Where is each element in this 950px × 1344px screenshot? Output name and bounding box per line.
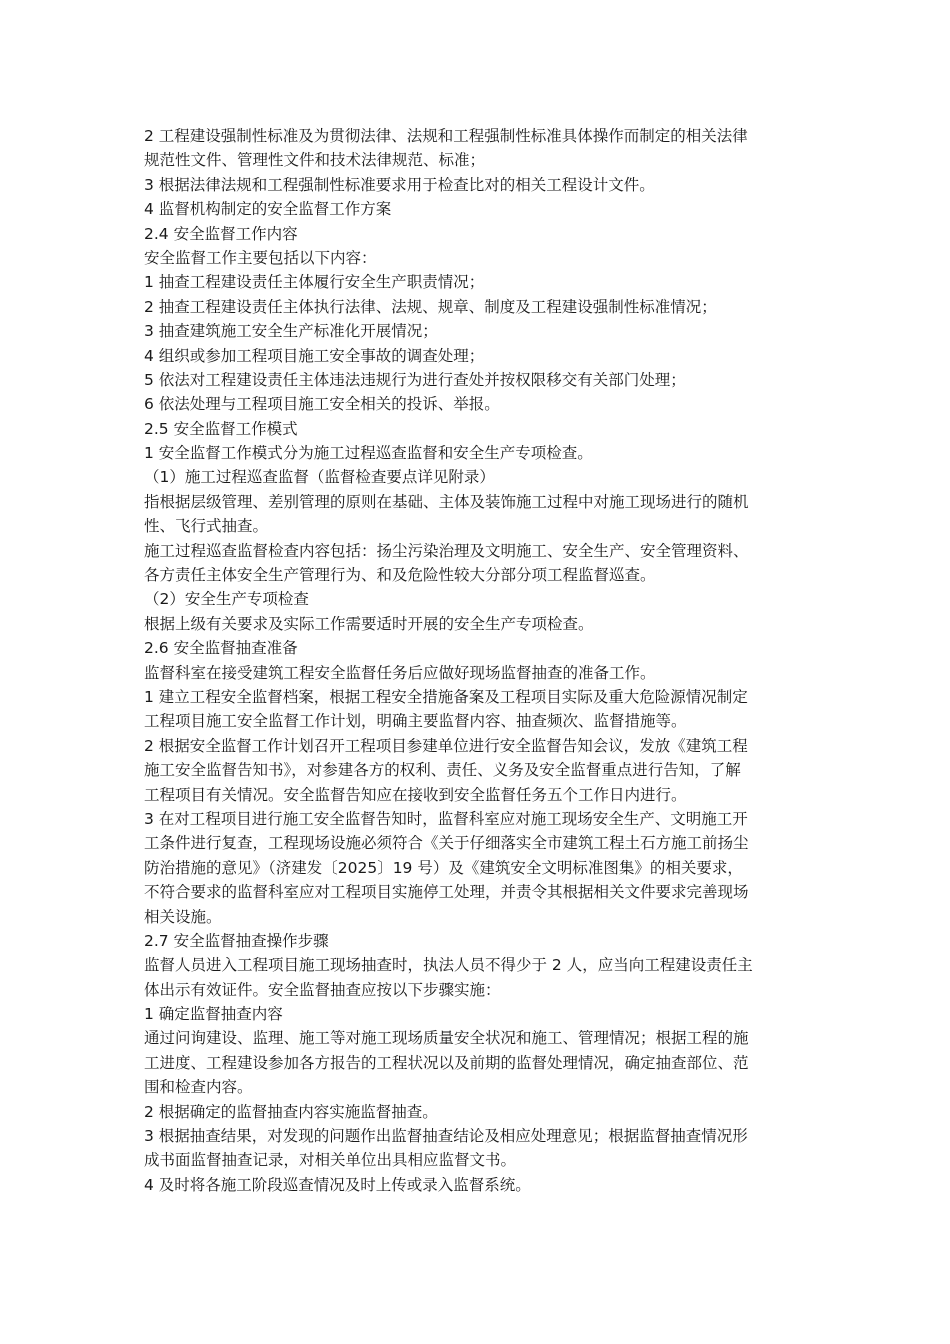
section-heading: 2.7 安全监督抽查操作步骤: [144, 931, 329, 950]
text-line: 工程项目施工安全监督工作计划，明确主要监督内容、抽查频次、监督措施等。: [144, 712, 687, 731]
text-line: 2 根据确定的监督抽查内容实施监督抽查。: [144, 1102, 438, 1121]
text-line: 1 抽查工程建设责任主体履行安全生产职责情况；: [144, 273, 485, 292]
text-line: 监督科室在接受建筑工程安全监督任务后应做好现场监督抽查的准备工作。: [144, 663, 656, 682]
text-line: 工进度、工程建设参加各方报告的工程状况以及前期的监督处理情况，确定抽查部位、范: [144, 1053, 749, 1072]
text-line: 3 在对工程项目进行施工安全监督告知时，监督科室应对施工现场安全生产、文明施工开: [144, 809, 748, 828]
text-line: 5 依法对工程建设责任主体违法违规行为进行查处并按权限移交有关部门处理；: [144, 370, 686, 389]
text-line: 2 抽查工程建设责任主体执行法律、法规、规章、制度及工程建设强制性标准情况；: [144, 297, 717, 316]
text-line: 防治措施的意见》（济建发〔2025〕19 号）及《建筑安全文明标准图集》的相关要求，: [144, 858, 743, 877]
text-line: 体出示有效证件。安全监督抽查应按以下步骤实施：: [144, 980, 501, 999]
section-heading: 2.6 安全监督抽查准备: [144, 639, 298, 658]
text-line: 各方责任主体安全生产管理行为、和及危险性较大分部分项工程监督巡查。: [144, 566, 656, 585]
text-line: 1 建立工程安全监督档案，根据工程安全措施备案及工程项目实际及重大危险源情况制定: [144, 687, 748, 706]
text-line: 施工过程巡查监督检查内容包括：扬尘污染治理及文明施工、安全生产、安全管理资料、: [144, 541, 749, 560]
text-line: （1）施工过程巡查监督（监督检查要点详见附录）: [144, 468, 495, 487]
text-line: 相关设施。: [144, 907, 222, 926]
text-line: 1 安全监督工作模式分为施工过程巡查监督和安全生产专项检查。: [144, 444, 593, 463]
text-line: 2 根据安全监督工作计划召开工程项目参建单位进行安全监督告知会议，发放《建筑工程: [144, 736, 748, 755]
text-line: 工条件进行复查，工程现场设施必须符合《关于仔细落实全市建筑工程土石方施工前扬尘: [144, 834, 749, 853]
text-line: 4 组织或参加工程项目施工安全事故的调查处理；: [144, 346, 485, 365]
text-line: 性、飞行式抽查。: [144, 517, 269, 536]
document-page: [144, 124, 814, 1197]
section-heading: 2.4 安全监督工作内容: [144, 224, 298, 243]
text-line: 3 根据法律法规和工程强制性标准要求用于检查比对的相关工程设计文件。: [144, 175, 655, 194]
text-line: 不符合要求的监督科室应对工程项目实施停工处理，并责令其根据相关文件要求完善现场: [144, 883, 749, 902]
text-line: 6 依法处理与工程项目施工安全相关的投诉、举报。: [144, 395, 500, 414]
text-line: 1 确定监督抽查内容: [144, 1005, 283, 1024]
section-heading: 2.5 安全监督工作模式: [144, 419, 298, 438]
text-line: 4 及时将各施工阶段巡查情况及时上传或录入监督系统。: [144, 1175, 531, 1194]
text-line: 监督人员进入工程项目施工现场抽查时，执法人员不得少于 2 人，应当向工程建设责任主: [144, 956, 753, 975]
text-line: 施工安全监督告知书》，对参建各方的权利、责任、义务及安全监督重点进行告知，了解: [144, 761, 741, 780]
text-line: 规范性文件、管理性文件和技术法律规范、标准；: [144, 151, 486, 170]
text-line: 3 抽查建筑施工安全生产标准化开展情况；: [144, 322, 438, 341]
text-line: 成书面监督抽查记录，对相关单位出具相应监督文书。: [144, 1151, 517, 1170]
text-line: 工程项目有关情况。安全监督告知应在接收到安全监督任务五个工作日内进行。: [144, 785, 687, 804]
text-line: 通过问询建设、监理、施工等对施工现场质量安全状况和施工、管理情况；根据工程的施: [144, 1029, 749, 1048]
text-line: 围和检查内容。: [144, 1078, 253, 1097]
text-line: 3 根据抽查结果，对发现的问题作出监督抽查结论及相应处理意见；根据监督抽查情况形: [144, 1127, 748, 1146]
text-line: （2）安全生产专项检查: [144, 590, 309, 609]
text-line: 2 工程建设强制性标准及为贯彻法律、法规和工程强制性标准具体操作而制定的相关法律: [144, 127, 748, 145]
text-line: 指根据层级管理、差别管理的原则在基础、主体及装饰施工过程中对施工现场进行的随机: [144, 492, 749, 511]
text-line: 根据上级有关要求及实际工作需要适时开展的安全生产专项检查。: [144, 614, 594, 633]
text-line: 安全监督工作主要包括以下内容：: [144, 248, 377, 267]
text-line: 4 监督机构制定的安全监督工作方案: [144, 200, 392, 219]
